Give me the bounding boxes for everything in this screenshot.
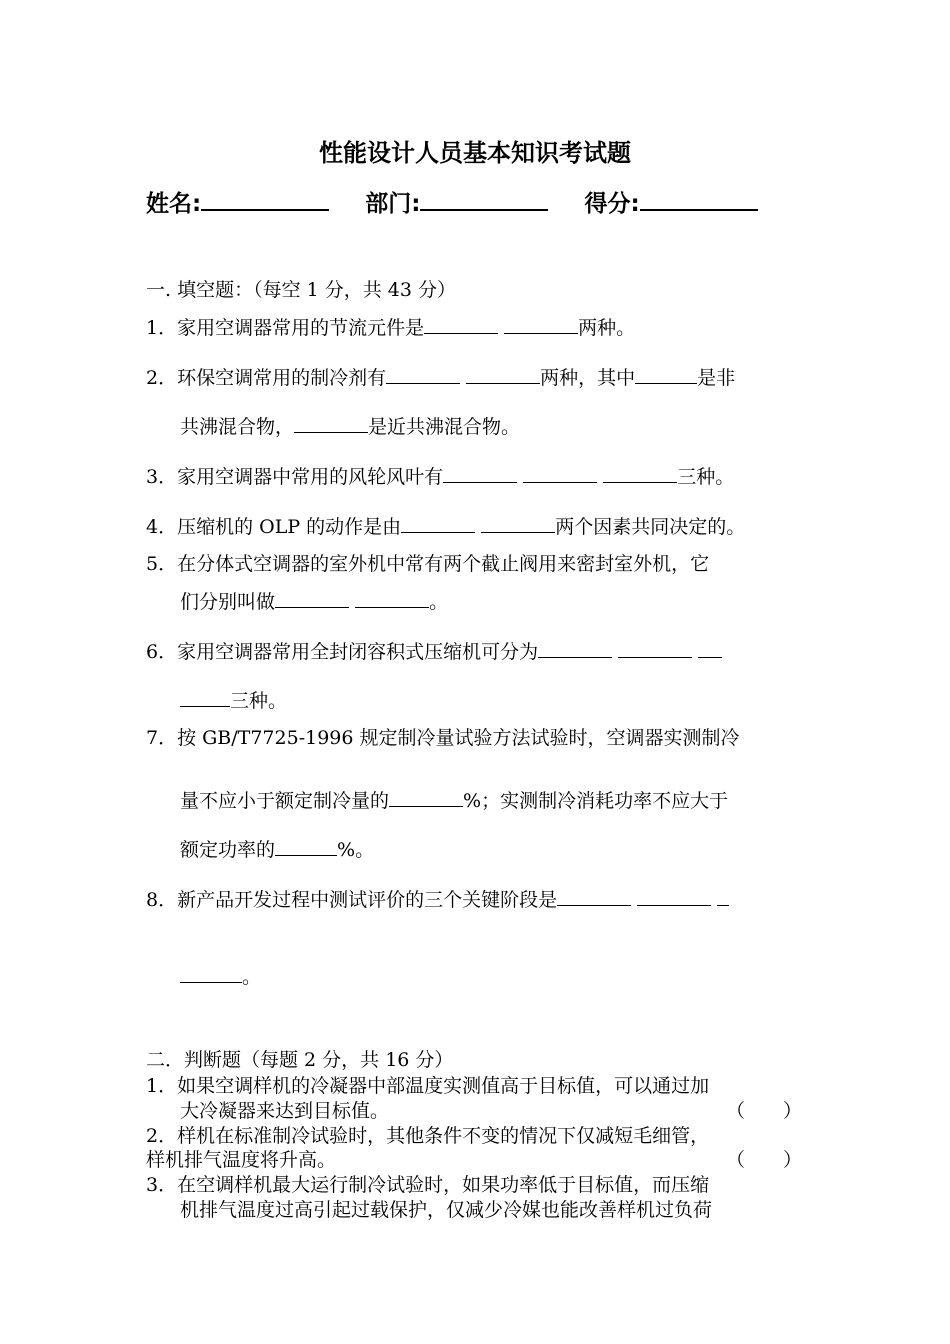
blank[interactable] (294, 414, 368, 433)
name-label: 姓名: (146, 191, 202, 217)
question-1-8 (146, 885, 729, 912)
judge-3-cont: 机排气温度过高引起过载保护，仅减少冷媒也能改善样机过负荷 (180, 1199, 713, 1221)
q4-end: 两个因素共同决定的。 (555, 516, 746, 538)
blank[interactable] (523, 464, 597, 483)
header-fields (146, 185, 758, 218)
judge-3: 3．在空调样机最大运行制冷试验时，如果功率低于目标值，而压缩 (146, 1174, 710, 1196)
q8-end: 。 (242, 966, 262, 988)
blank[interactable] (637, 887, 711, 906)
page-title: 性能设计人员基本知识考试题 (319, 139, 631, 167)
judge-2: 2．样机在标准制冷试验时，其他条件不变的情况下仅减短毛细管， (146, 1125, 710, 1147)
blank[interactable] (698, 639, 722, 658)
blank[interactable] (717, 887, 729, 906)
blank[interactable] (180, 964, 242, 983)
q7-text-d: 额定功率的 (180, 839, 276, 861)
q2-text-e: 是近共沸混合物。 (368, 416, 521, 438)
department-label: 部门: (365, 191, 421, 217)
blank[interactable] (466, 365, 540, 384)
blank[interactable] (180, 688, 230, 707)
score-label: 得分: (584, 191, 640, 217)
q8-text: 8．新产品开发过程中测试评价的三个关键阶段是 (146, 889, 558, 911)
q2-text-b: 两种，其中 (540, 367, 636, 389)
blank[interactable] (401, 514, 475, 533)
q3-text: 3．家用空调器中常用的风轮风叶有 (146, 466, 444, 488)
blank[interactable] (481, 514, 555, 533)
q4-text: 4．压缩机的 OLP 的动作是由 (146, 516, 402, 538)
q3-end: 三种。 (677, 466, 735, 488)
judge-1: 1．如果空调样机的冷凝器中部温度实测值高于目标值，可以通过加 (146, 1075, 710, 1097)
blank[interactable] (275, 837, 337, 856)
q1-end: 两种。 (578, 317, 636, 339)
blank[interactable] (389, 788, 463, 807)
q1-text: 1．家用空调器常用的节流元件是 (146, 317, 425, 339)
q2-text-a: 2．环保空调常用的制冷剂有 (146, 367, 387, 389)
blank[interactable] (538, 639, 612, 658)
score-field[interactable] (584, 185, 757, 218)
name-field[interactable] (146, 185, 329, 218)
q2-text-c: 是非 (697, 367, 736, 389)
q5-text-b: 们分别叫做 (180, 591, 276, 613)
question-1-8-cont (180, 962, 261, 989)
blank[interactable] (618, 639, 692, 658)
q2-text-d: 共沸混合物， (180, 416, 295, 438)
score-blank[interactable] (640, 187, 758, 211)
q5-end: 。 (429, 591, 449, 613)
judge-2-cont: 样机排气温度将升高。 (146, 1149, 337, 1171)
blank[interactable] (355, 589, 429, 608)
blank[interactable] (424, 315, 498, 334)
question-1-6-cont (180, 686, 287, 713)
blank[interactable] (603, 464, 677, 483)
name-blank[interactable] (201, 187, 329, 211)
section1-heading: 一. 填空题：（每空 1 分，共 43 分） (146, 279, 457, 301)
blank[interactable] (386, 365, 460, 384)
question-1-5: 5．在分体式空调器的室外机中常有两个截止阀用来密封室外机，它 (146, 553, 710, 575)
question-1-5-cont (180, 587, 448, 614)
answer-parentheses[interactable]: （ ） (725, 1100, 802, 1122)
department-blank[interactable] (420, 187, 548, 211)
question-1-2 (146, 363, 735, 390)
question-1-3 (146, 462, 734, 489)
question-1-4 (146, 512, 745, 539)
blank[interactable] (557, 887, 631, 906)
question-1-6 (146, 637, 722, 664)
q7-text-c: %；实测制冷消耗功率不应大于 (463, 790, 729, 812)
question-1-7: 7．按 GB/T7725-1996 规定制冷量试验方法试验时，空调器实测制冷 (146, 727, 740, 749)
answer-parentheses[interactable]: （ ） (725, 1149, 802, 1171)
q7-text-e: %。 (337, 839, 375, 861)
section2-heading: 二．判断题（每题 2 分，共 16 分） (146, 1049, 454, 1071)
judge-1-cont: 大冷凝器来达到目标值。 (180, 1100, 390, 1122)
blank[interactable] (275, 589, 349, 608)
blank[interactable] (443, 464, 517, 483)
blank[interactable] (504, 315, 578, 334)
q6-text: 6．家用空调器常用全封闭容积式压缩机可分为 (146, 641, 539, 663)
question-1-7-cont (180, 786, 728, 813)
q6-end: 三种。 (230, 690, 288, 712)
department-field[interactable] (365, 185, 548, 218)
question-1-2-cont (180, 412, 520, 439)
blank[interactable] (635, 365, 697, 384)
question-1-1 (146, 313, 635, 340)
q7-text-b: 量不应小于额定制冷量的 (180, 790, 390, 812)
question-1-7-cont2 (180, 835, 374, 862)
